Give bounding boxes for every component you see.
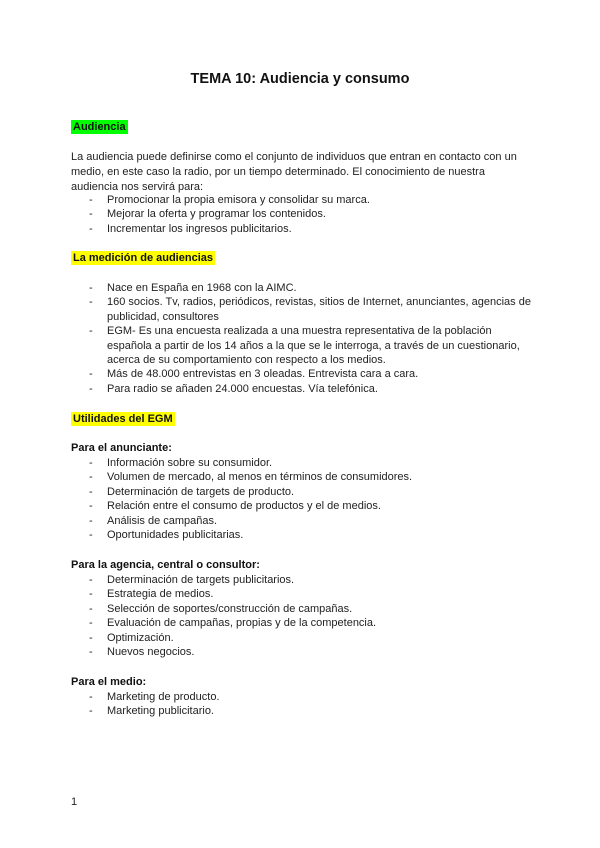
list-item: - Determinación de targets publicitarios. — [71, 573, 531, 587]
section-heading-medicion — [71, 252, 215, 264]
subheading-medio: Para el medio: — [71, 676, 147, 688]
list-item: - Marketing publicitario. — [71, 704, 531, 718]
list-item: - Mejorar la oferta y programar los contenidos. — [71, 207, 531, 221]
medicion-list — [71, 281, 531, 396]
heading-medicion-text: La medición de audiencias — [73, 252, 213, 264]
subheading-agencia: Para la agencia, central o consultor: — [71, 559, 260, 571]
heading-utilidades-text: Utilidades del EGM — [73, 413, 173, 425]
section-heading-audiencia — [71, 121, 128, 133]
audiencia-list — [71, 193, 531, 236]
list-item: - Determinación de targets de producto. — [71, 485, 531, 499]
list-item: - Volumen de mercado, al menos en términos de consumidores. — [71, 470, 531, 484]
list-item: - Análisis de campañas. — [71, 514, 531, 528]
list-item: - Marketing de producto. — [71, 690, 531, 704]
list-item: - Incrementar los ingresos publicitarios. — [71, 222, 531, 236]
list-item: - Más de 48.000 entrevistas en 3 oleadas. Entrevista cara a cara. — [71, 367, 531, 381]
list-item: - Relación entre el consumo de productos y el de medios. — [71, 499, 531, 513]
list-item: - Para radio se añaden 24.000 encuestas. Vía telefónica. — [71, 382, 531, 396]
anunciante-list — [71, 456, 531, 542]
subheading-anunciante: Para el anunciante: — [71, 442, 172, 454]
audiencia-intro: La audiencia puede definirse como el conjunto de individuos que entran en contacto con un medio, en este caso la radio, por un tiempo determinado. El conocimiento de nuestra audiencia nos servirá para: — [71, 151, 517, 193]
section-heading-utilidades — [71, 413, 175, 425]
list-item: - Optimización. — [71, 631, 531, 645]
list-item: - EGM- Es una encuesta realizada a una muestra representativa de la población española a partir de los 14 años a la que se le interroga, a través de un cuestionario, acerca de su comportamiento con respecto a los medios. — [71, 324, 531, 367]
list-item: - Nuevos negocios. — [71, 645, 531, 659]
document-title: TEMA 10: Audiencia y consumo — [190, 71, 410, 87]
list-item: - 160 socios. Tv, radios, periódicos, revistas, sitios de Internet, anunciantes, agencias de publicidad, consultores — [71, 295, 531, 324]
list-item: - Selección de soportes/construcción de campañas. — [71, 602, 531, 616]
list-item: - Promocionar la propia emisora y consolidar su marca. — [71, 193, 531, 207]
list-item: - Evaluación de campañas, propias y de la competencia. — [71, 616, 531, 630]
list-item: - Oportunidades publicitarias. — [71, 528, 531, 542]
medio-list — [71, 690, 531, 719]
page-number: 1 — [71, 796, 78, 808]
list-item: - Estrategia de medios. — [71, 587, 531, 601]
heading-audiencia-text: Audiencia — [73, 121, 126, 133]
list-item: - Nace en España en 1968 con la AIMC. — [71, 281, 531, 295]
agencia-list — [71, 573, 531, 659]
list-item: - Información sobre su consumidor. — [71, 456, 531, 470]
